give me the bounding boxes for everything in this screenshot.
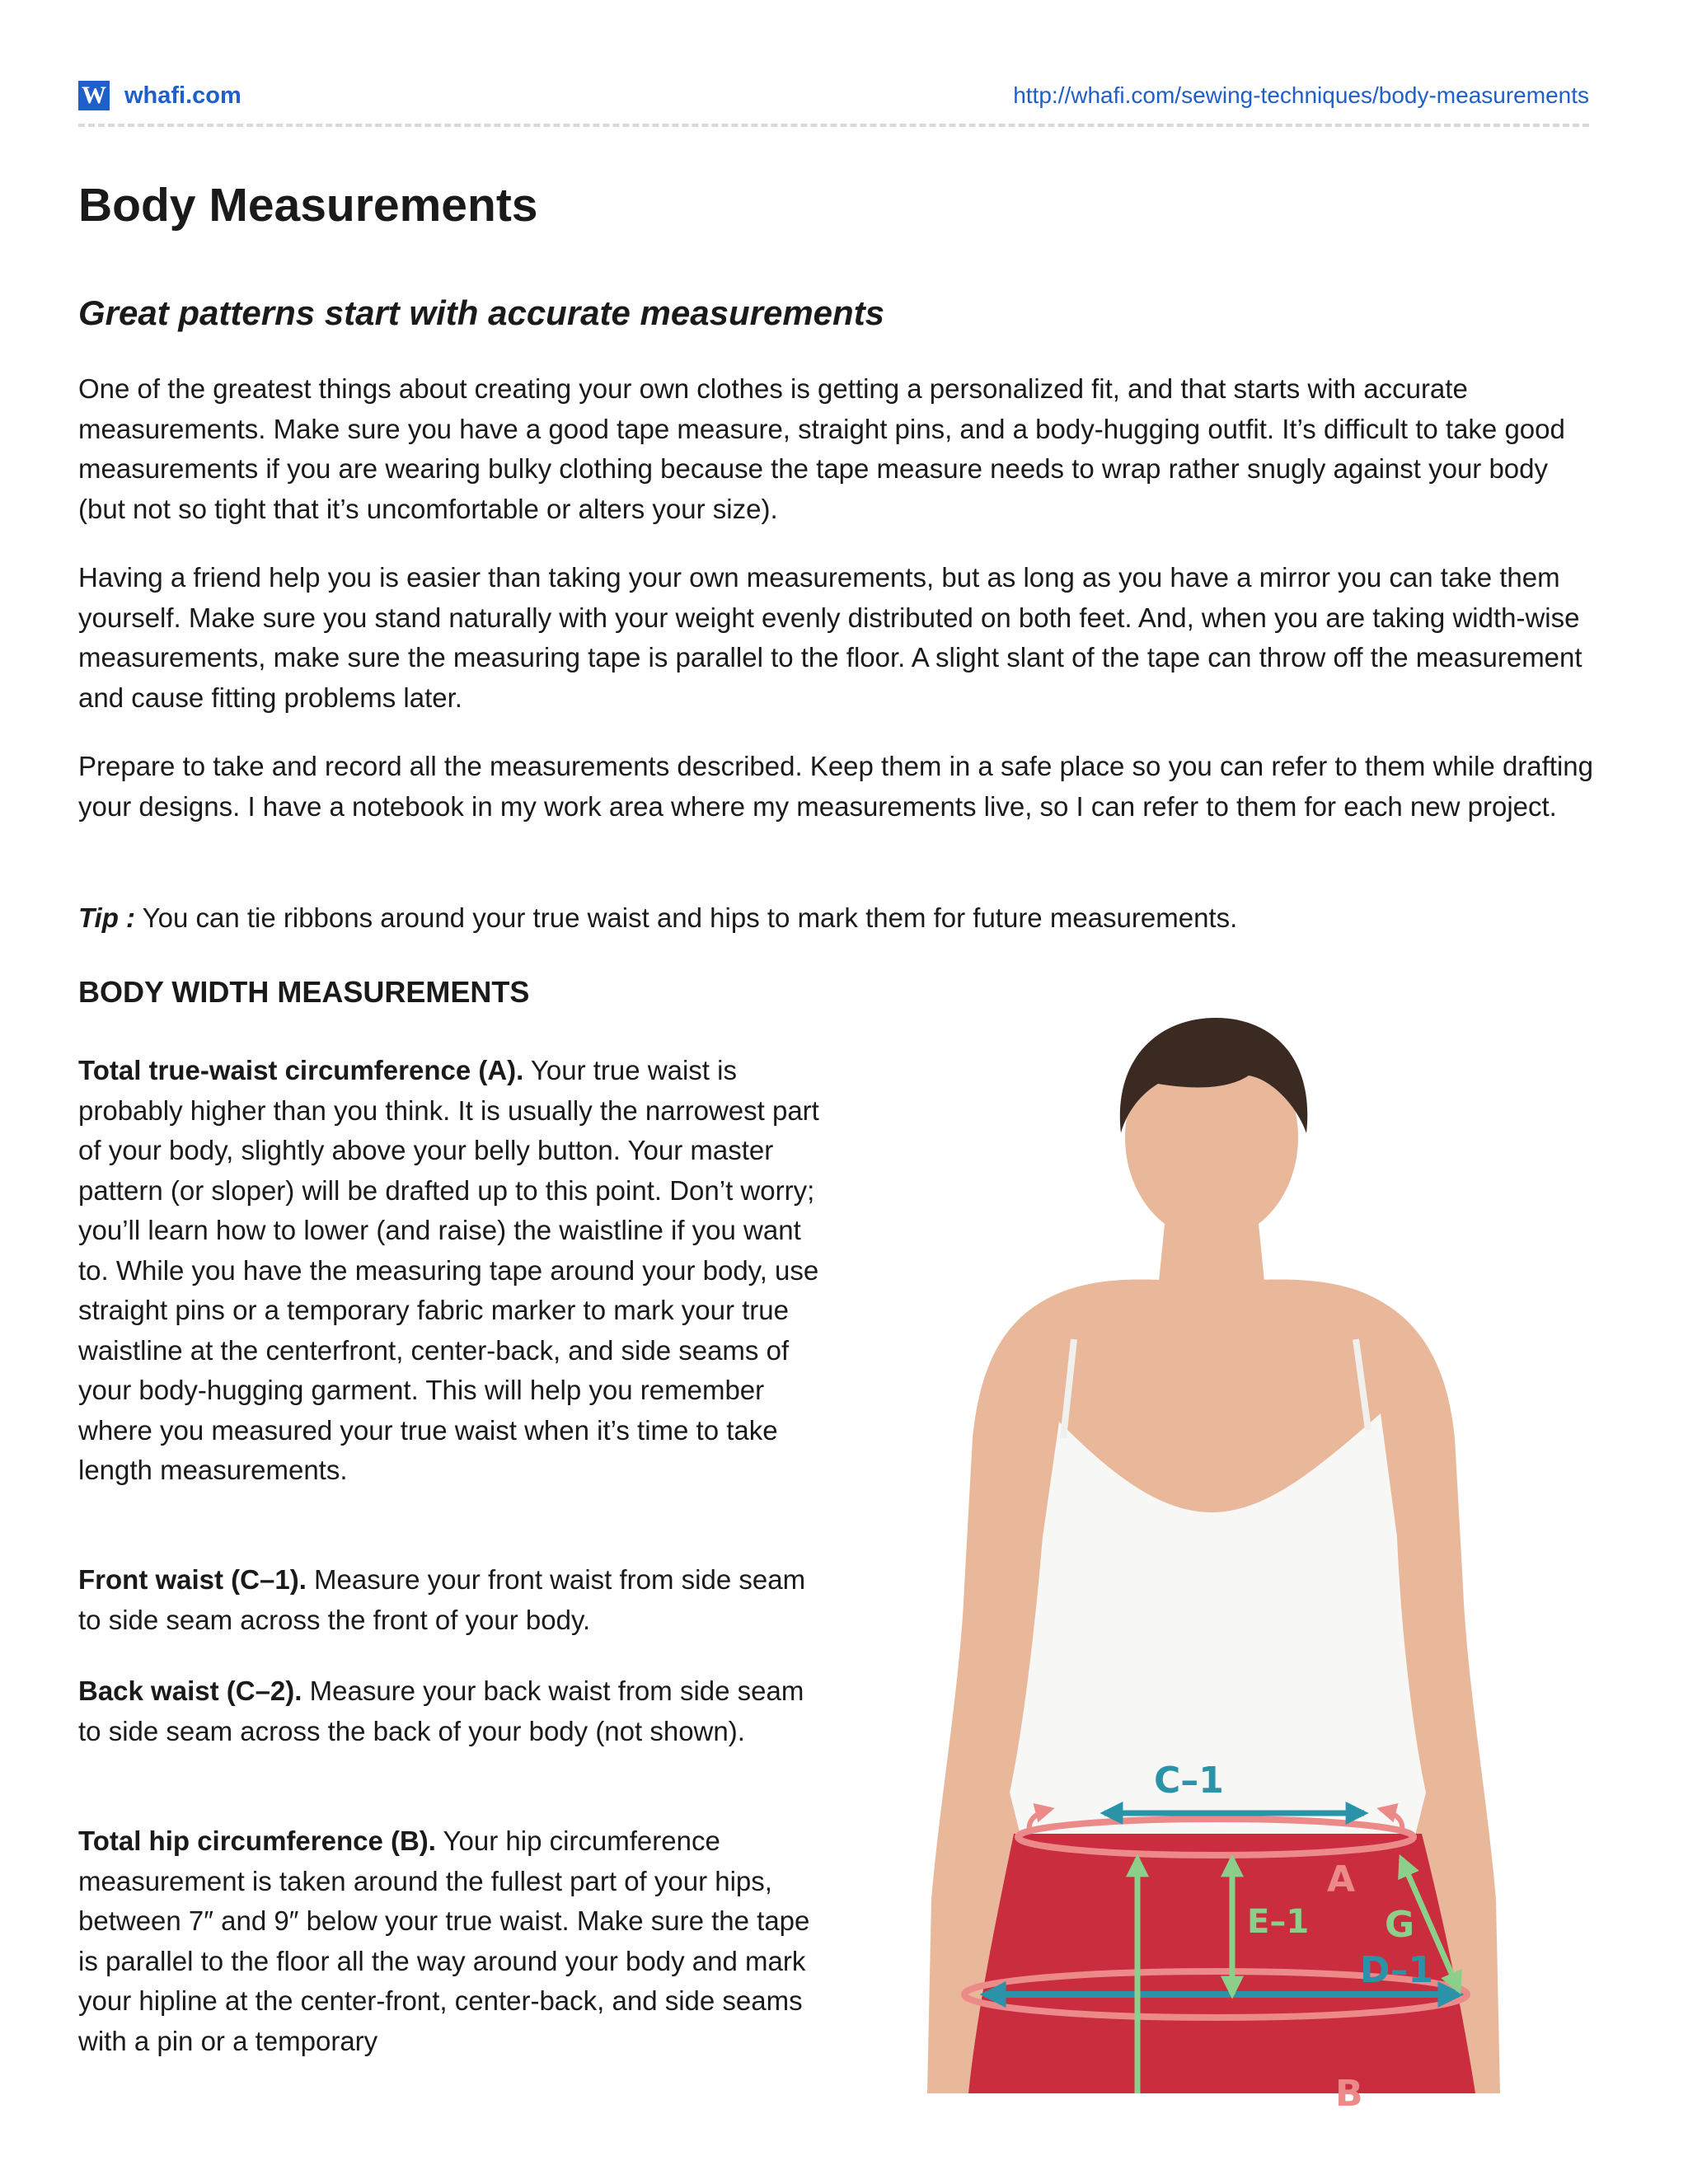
tip-label: Tip : <box>78 902 136 933</box>
measurement-text: Your true waist is probably higher than you think. It is usually the narrowest part of your body, slightly above your belly button. Your master pattern (or sloper) will be drafted up to this point. Don’t worry; you’ll learn how to lower (and raise) the waistline if you want to. While you have the measuring tape around your body, use straight pins or a temporary fabric marker to mark your true waistline at the centerfront, center-back, and side seams of your body-hugging garment. This will help you remember where you measured your true waist when it’s time to take length measurements. <box>78 1055 819 1485</box>
body-measurement-figure <box>919 1010 1508 2115</box>
whafi-logo-icon[interactable]: W <box>78 81 110 110</box>
a-label: A <box>1327 1858 1356 1900</box>
tip-text: You can tie ribbons around your true waist and hips to mark them for future measurements. <box>135 902 1238 933</box>
tip-paragraph <box>78 898 1595 939</box>
section-heading: BODY WIDTH MEASUREMENTS <box>78 975 530 1009</box>
measurement-text: Measure your front waist from side seam to side seam across the front of your body. <box>78 1564 806 1635</box>
head-illustration <box>1120 1018 1307 1240</box>
measurement-front-waist <box>78 1560 832 1640</box>
g-label: G <box>1385 1904 1415 1946</box>
page-title: Body Measurements <box>78 179 538 232</box>
page-url-link[interactable]: http://whafi.com/sewing-techniques/body-measurements <box>1013 82 1589 108</box>
measurement-term: Total hip circumference (B). <box>78 1825 436 1856</box>
measurement-back-waist <box>78 1671 832 1751</box>
e1-label: E–1 <box>1247 1903 1310 1941</box>
measurement-text: Measure your back waist from side seam to side seam across the back of your body (not shown). <box>78 1675 804 1746</box>
measurement-term: Back waist (C–2). <box>78 1675 302 1706</box>
article-subtitle: Great patterns start with accurate measurements <box>78 293 885 332</box>
intro-paragraph-1: One of the greatest things about creating your own clothes is getting a personalized fit, and that starts with accurate measurements. Make sure you have a good tape measure, straight pins, and a body-hugging outfit. It’s difficult to take good measurements if you are wearing bulky clothing because the tape measure needs to wrap rather snugly against your body (but not so tight that it’s uncomfortable or alters your size). <box>78 373 1565 524</box>
d1-label: D–1 <box>1360 1949 1434 1991</box>
page-header <box>78 79 1589 112</box>
b-label: B <box>1335 2073 1363 2115</box>
measurement-hip <box>78 1821 832 2061</box>
c1-label: C–1 <box>1154 1760 1224 1802</box>
intro-paragraph-2: Having a friend help you is easier than taking your own measurements, but as long as you have a mirror you can take them yourself. Make sure you stand naturally with your weight evenly distributed on both feet. And, when you are taking width-wise measurements, make sure the measuring tape is parallel to the floor. A slight slant of the tape can throw off the measurement and cause fitting problems later. <box>78 562 1582 713</box>
measurement-term: Total true-waist circumference (A). <box>78 1055 524 1085</box>
intro-paragraph-3: Prepare to take and record all the measurements described. Keep them in a safe place so you can refer to them while drafting your designs. I have a notebook in my work area where my measurements live, so I can refer to them for each new project. <box>78 751 1594 822</box>
measurement-true-waist <box>78 1051 832 1491</box>
measurement-text: Your hip circumference measurement is taken around the fullest part of your hips, between 7″ and 9″ below your true waist. Make sure the tape is parallel to the floor all the way around your body and mark your hipline at the center-front, center-back, and side seams with a pin or a temporary <box>78 1825 810 2056</box>
site-name-link[interactable]: whafi.com <box>124 82 241 109</box>
header-divider <box>78 124 1589 127</box>
measurement-term: Front waist (C–1). <box>78 1564 307 1595</box>
